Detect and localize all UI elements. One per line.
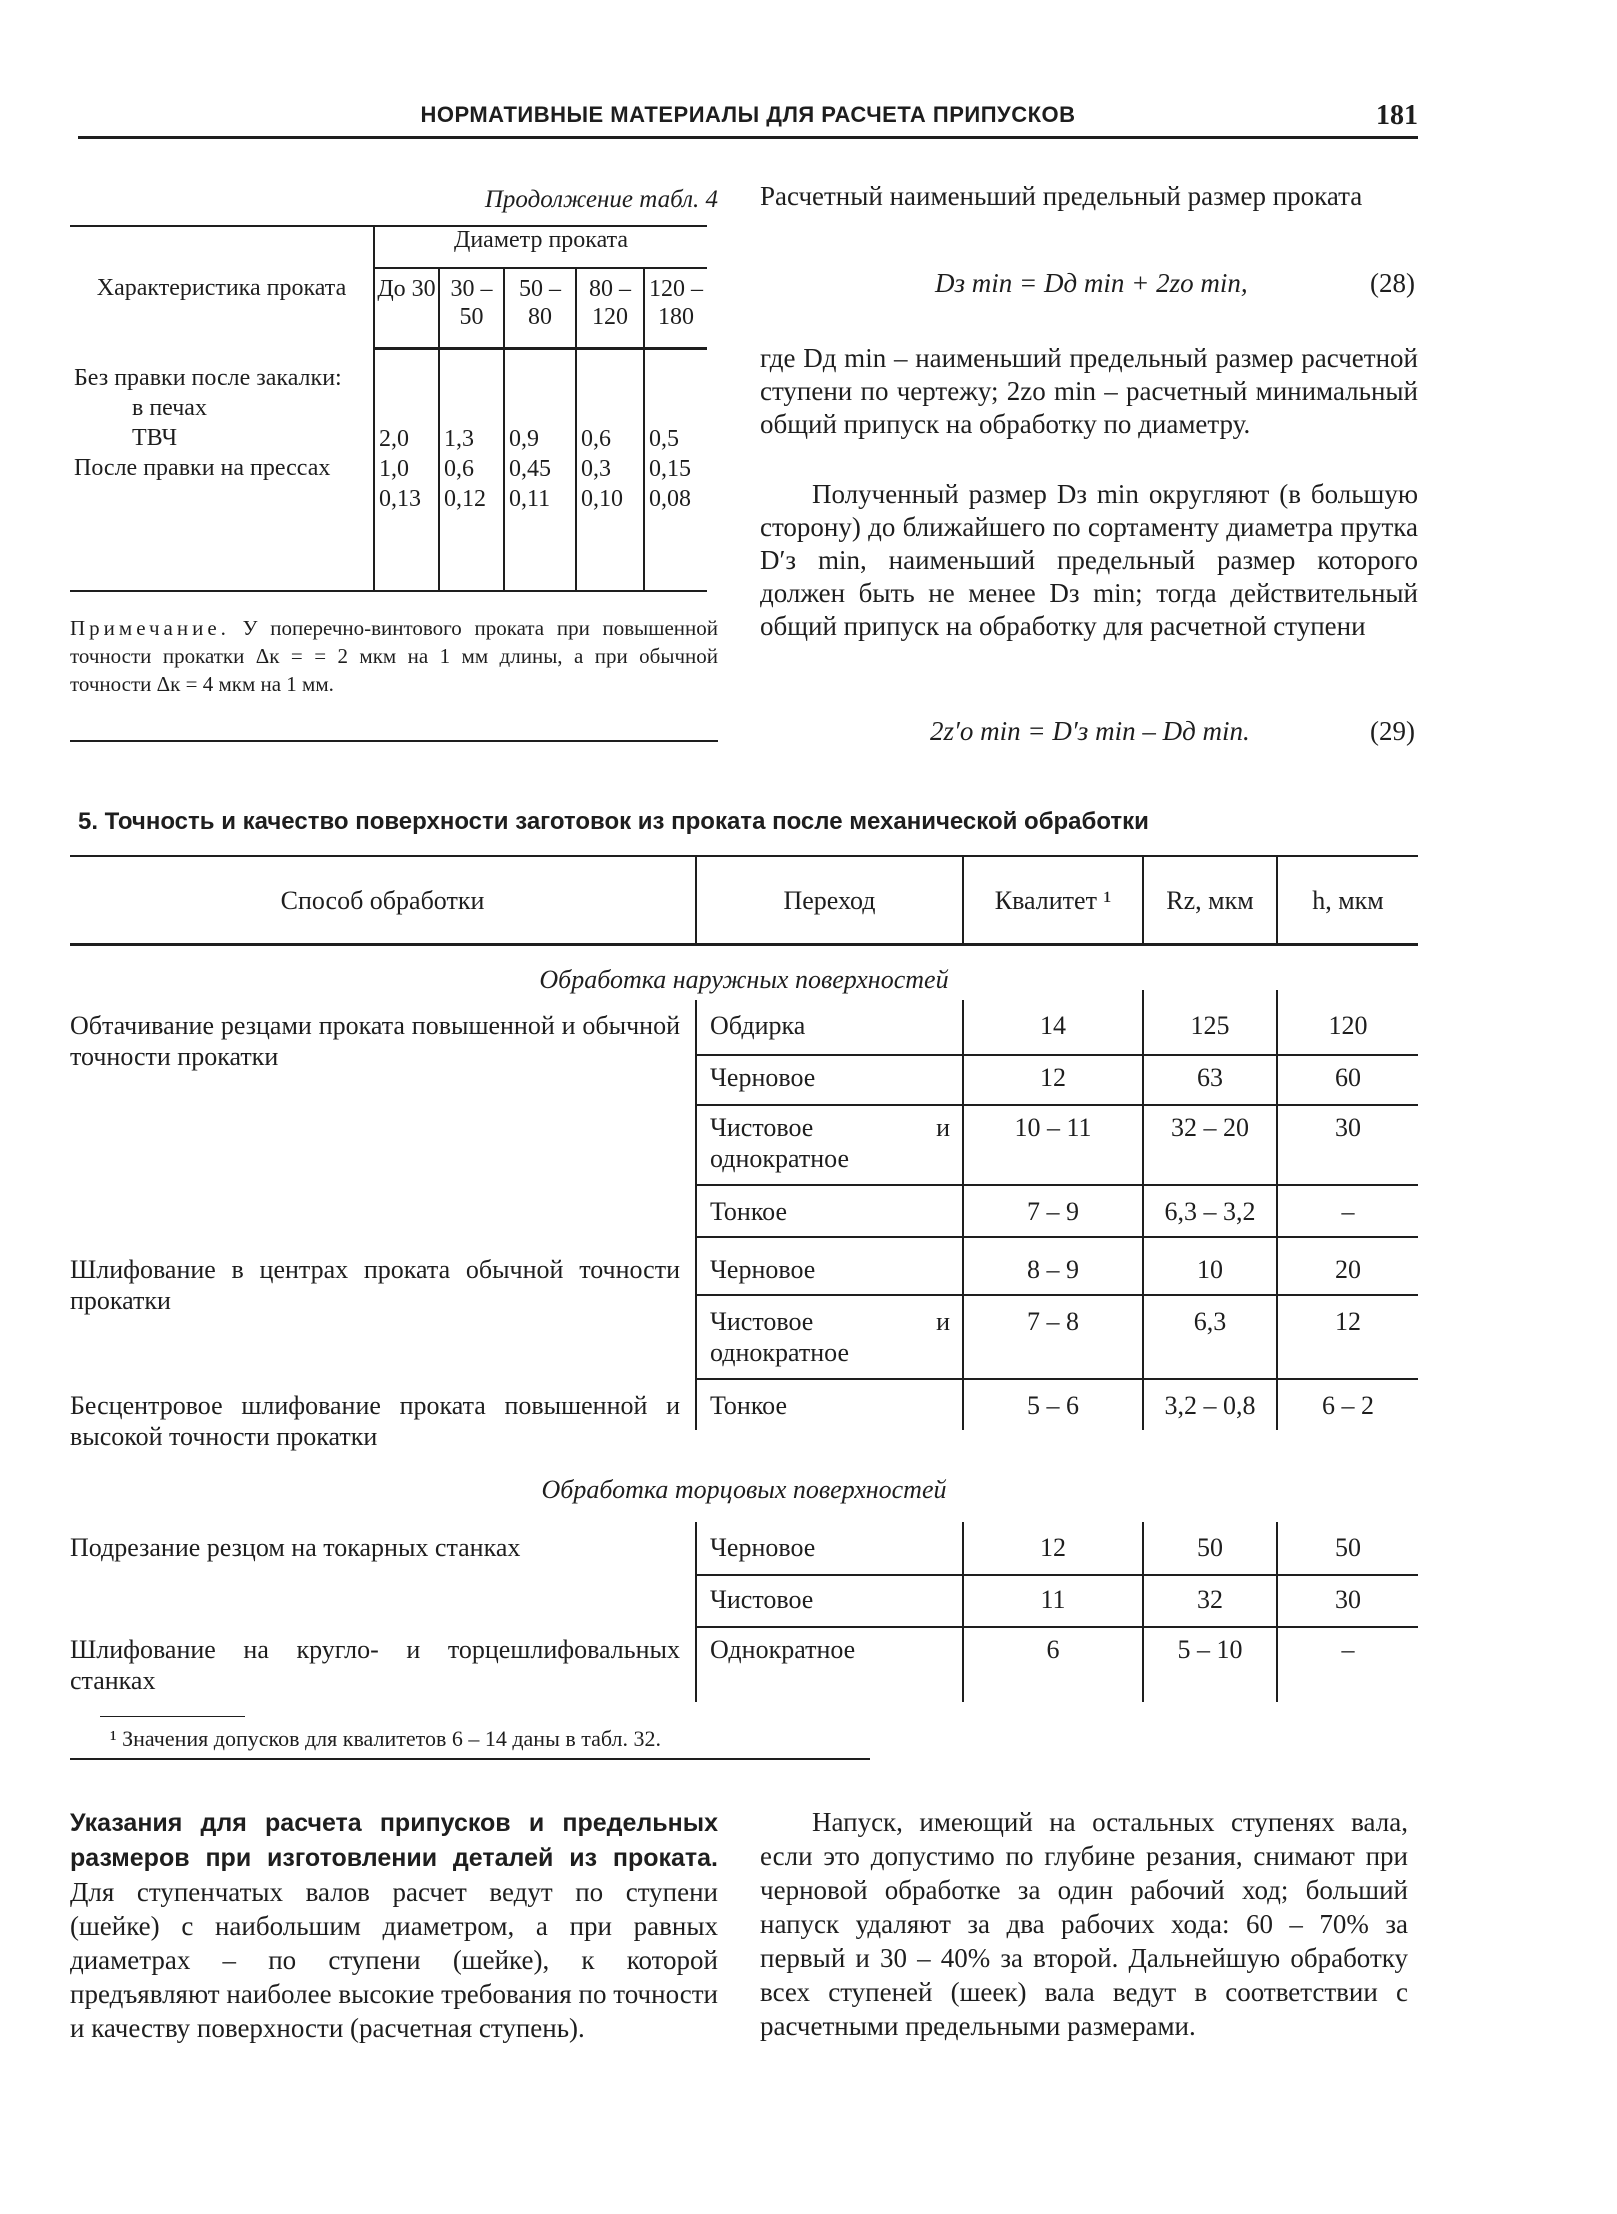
table5-transition: Однократное [710, 1635, 856, 1664]
section-caption-outer: Обработка наружных поверхностей [539, 965, 949, 994]
table5-grade: 12 [1040, 1063, 1066, 1092]
table5-header: Способ обработки [280, 886, 485, 915]
table4-col-header: 120 – 180 [644, 268, 707, 349]
table5-grade: 14 [1040, 1011, 1066, 1040]
table-rule [695, 1574, 1418, 1576]
table5-transition: Чистовое и однократное [710, 1113, 950, 1173]
table5-transition: Чистовое [710, 1585, 814, 1614]
paragraph-body: Для ступенчатых валов расчет ведут по ступени (шейке) с наибольшим диаметром, а при равных диаметрах – по ступени (шейке), к которой предъявляют наиболее высокие требования по точности и качеству поверхности (расчетная ступень). [70, 1877, 718, 2043]
table5-rz: 50 [1197, 1533, 1223, 1562]
table5-header: Переход [783, 886, 876, 915]
table-rule [695, 1184, 1418, 1186]
running-head-title: НОРМАТИВНЫЕ МАТЕРИАЛЫ ДЛЯ РАСЧЕТА ПРИПУСКОВ [420, 102, 1076, 127]
formula-28: Dз min = Dд min + 2zo min, [935, 268, 1248, 298]
table4-value: 0,08 [649, 486, 691, 512]
table-rule [695, 1626, 1418, 1628]
table4-value: 1,3 [444, 426, 474, 452]
table5-header-rule [70, 943, 1418, 946]
table5-rz: 125 [1190, 1011, 1230, 1040]
table4-row-label: ТВЧ [132, 424, 178, 451]
table5-h: 120 [1328, 1011, 1368, 1040]
table4-value: 0,45 [509, 456, 551, 482]
paragraph: где Dд min – наименьший предельный размер расчетной ступени по чертежу; 2zo min – расчетный минимальный общий припуск на обработку по диаметру. [760, 343, 1418, 439]
table4-value: 0,6 [444, 456, 474, 482]
table5-method: Обтачивание резцами проката повышенной и обычной точности прокатки [70, 1011, 680, 1071]
table4-value: 0,5 [649, 426, 679, 452]
table5-rz: 6,3 [1193, 1307, 1227, 1336]
table4-col-header: 50 – 80 [504, 268, 576, 349]
table5-grade: 10 – 11 [1014, 1113, 1092, 1142]
table4-row-label: Без правки после закалки: [74, 364, 342, 391]
table5-method: Шлифование на кругло- и торцешлифовальных станках [70, 1635, 680, 1695]
table5-rz: 10 [1197, 1255, 1223, 1284]
table5-header: Rz, мкм [1166, 886, 1254, 915]
divider [70, 1758, 870, 1760]
table4-value: 0,9 [509, 426, 539, 452]
table4 [70, 225, 707, 592]
page-number: 181 [1376, 100, 1418, 131]
table4-row-label: После правки на прессах [74, 454, 331, 481]
table4-continuation-label: Продолжение табл. 4 [484, 186, 718, 213]
table5-title: 5. Точность и качество поверхности заготовок из проката после механической обработки [78, 808, 1149, 835]
table4-value: 0,12 [444, 486, 486, 512]
table4-value: 1,0 [379, 456, 409, 482]
table5-h: – [1341, 1635, 1355, 1664]
table-rule [695, 1294, 1418, 1296]
table5-method: Подрезание резцом на токарных станках [70, 1533, 521, 1562]
section-caption-face: Обработка торцовых поверхностей [541, 1475, 947, 1504]
table5-grade: 8 – 9 [1027, 1255, 1079, 1284]
table4-value: 0,10 [581, 486, 623, 512]
left-column-text [70, 1805, 718, 2045]
table4-col-values [439, 349, 504, 592]
table-rule [695, 1378, 1418, 1380]
table5-method: Шлифование в центрах проката обычной точности прокатки [70, 1255, 680, 1315]
table5-h: 30 [1335, 1113, 1361, 1142]
table4-col-header: 30 – 50 [439, 268, 504, 349]
table4-note-text: У поперечно-винтового проката при повышенной точности прокатки Δк = = 2 мкм на 1 мм длины, а при обычной точности Δк = 4 мкм на 1 мм. [70, 616, 719, 696]
table5-rz: 5 – 10 [1177, 1635, 1243, 1664]
table5-h: 20 [1335, 1255, 1361, 1284]
table5-grade: 7 – 9 [1027, 1197, 1079, 1226]
running-head [78, 100, 1418, 139]
table5-transition: Тонкое [710, 1197, 788, 1226]
formula-number: (29) [1370, 716, 1415, 746]
paragraph: Полученный размер Dз min округляют (в большую сторону) до ближайшего по сортаменту диаметра прутка D′з min, наименьший предельный размер которого должен быть не менее Dз min; тогда действительный общий припуск на обработку для расчетной ступени [760, 479, 1418, 641]
right-column-text: Напуск, имеющий на остальных ступенях вала, если это допустимо по глубине резания, снимают при черновой обработке за один рабочий ход; больший напуск удаляют за два рабочих хода: 60 – 70% за первый и 30 – 40% за второй. Дальнейшую обработку всех ступеней (шеек) вала ведут в соответствии с расчетными предельными размерами. [760, 1807, 1408, 2041]
table4-col-values [504, 349, 576, 592]
table5-grade: 5 – 6 [1027, 1391, 1079, 1420]
table5-transition: Черновое [710, 1255, 816, 1284]
table5-h: 30 [1335, 1585, 1361, 1614]
table5-h: 60 [1335, 1063, 1361, 1092]
table5-h: 12 [1335, 1307, 1361, 1336]
table4-col-values [576, 349, 644, 592]
table5-h: 50 [1335, 1533, 1361, 1562]
table5-method: Бесцентровое шлифование проката повышенной и высокой точности прокатки [70, 1391, 680, 1451]
table5-grade: 11 [1040, 1585, 1066, 1614]
table4-value: 2,0 [379, 426, 409, 452]
table4-row-labels [70, 349, 374, 592]
table5-top-rule [70, 855, 1418, 857]
table4-col-values [644, 349, 707, 592]
formula-29: 2z′o min = D′з min – Dд min. [930, 716, 1250, 746]
table5-transition: Чистовое и однократное [710, 1307, 950, 1367]
table-rule [695, 1236, 1418, 1238]
table-rule [695, 1522, 697, 1702]
table4-note-lead: Примечание. [70, 616, 230, 640]
table4-col-values [374, 349, 439, 592]
table4-col-header: 80 – 120 [576, 268, 644, 349]
table5-rz: 6,3 – 3,2 [1164, 1197, 1256, 1226]
table5-rz: 32 – 20 [1171, 1113, 1249, 1142]
table5-header: Квалитет ¹ [994, 886, 1112, 915]
table5-transition: Тонкое [710, 1391, 788, 1420]
table5-transition: Черновое [710, 1063, 816, 1092]
table5-grade: 6 [1046, 1635, 1060, 1664]
table4-value: 0,11 [509, 486, 551, 512]
table5-rz: 3,2 – 0,8 [1164, 1391, 1256, 1420]
table-rule [695, 1054, 1418, 1056]
table4-header-diameter: Диаметр проката [374, 226, 707, 268]
table-rule [1142, 855, 1144, 943]
table-rule [1276, 855, 1278, 943]
table5-rz: 63 [1197, 1063, 1223, 1092]
table5-h: – [1341, 1197, 1355, 1226]
formula-number: (28) [1370, 268, 1415, 298]
table4-value: 0,6 [581, 426, 611, 452]
paragraph-lead: Указания для расчета припусков и предельных размеров при изготовлении деталей из проката. [70, 1809, 718, 1872]
table4-col-header: До 30 [374, 268, 439, 349]
table5-rz: 32 [1197, 1585, 1223, 1614]
table5-grade: 7 – 8 [1027, 1307, 1079, 1336]
table4-value: 0,3 [581, 456, 611, 482]
table5-header: h, мкм [1312, 886, 1384, 915]
table4-note [70, 614, 718, 698]
table-rule [962, 855, 964, 943]
table5-transition: Черновое [710, 1533, 816, 1562]
table5-footnote: ¹ Значения допусков для квалитетов 6 – 14 даны в табл. 32. [110, 1726, 662, 1751]
table5-grade: 12 [1040, 1533, 1066, 1562]
table-rule [695, 1000, 697, 1430]
table5-transition: Обдирка [710, 1011, 806, 1040]
table4-value: 0,13 [379, 486, 421, 512]
table4-header-characteristic: Характеристика проката [70, 226, 374, 349]
divider [70, 740, 718, 742]
table4-row-label: в печах [132, 394, 207, 421]
table5-h: 6 – 2 [1322, 1391, 1374, 1420]
table-rule [695, 1104, 1418, 1106]
footnote-rule [100, 1716, 245, 1717]
table-rule [695, 855, 697, 943]
paragraph: Расчетный наименьший предельный размер проката [760, 181, 1363, 211]
table4-value: 0,15 [649, 456, 691, 482]
